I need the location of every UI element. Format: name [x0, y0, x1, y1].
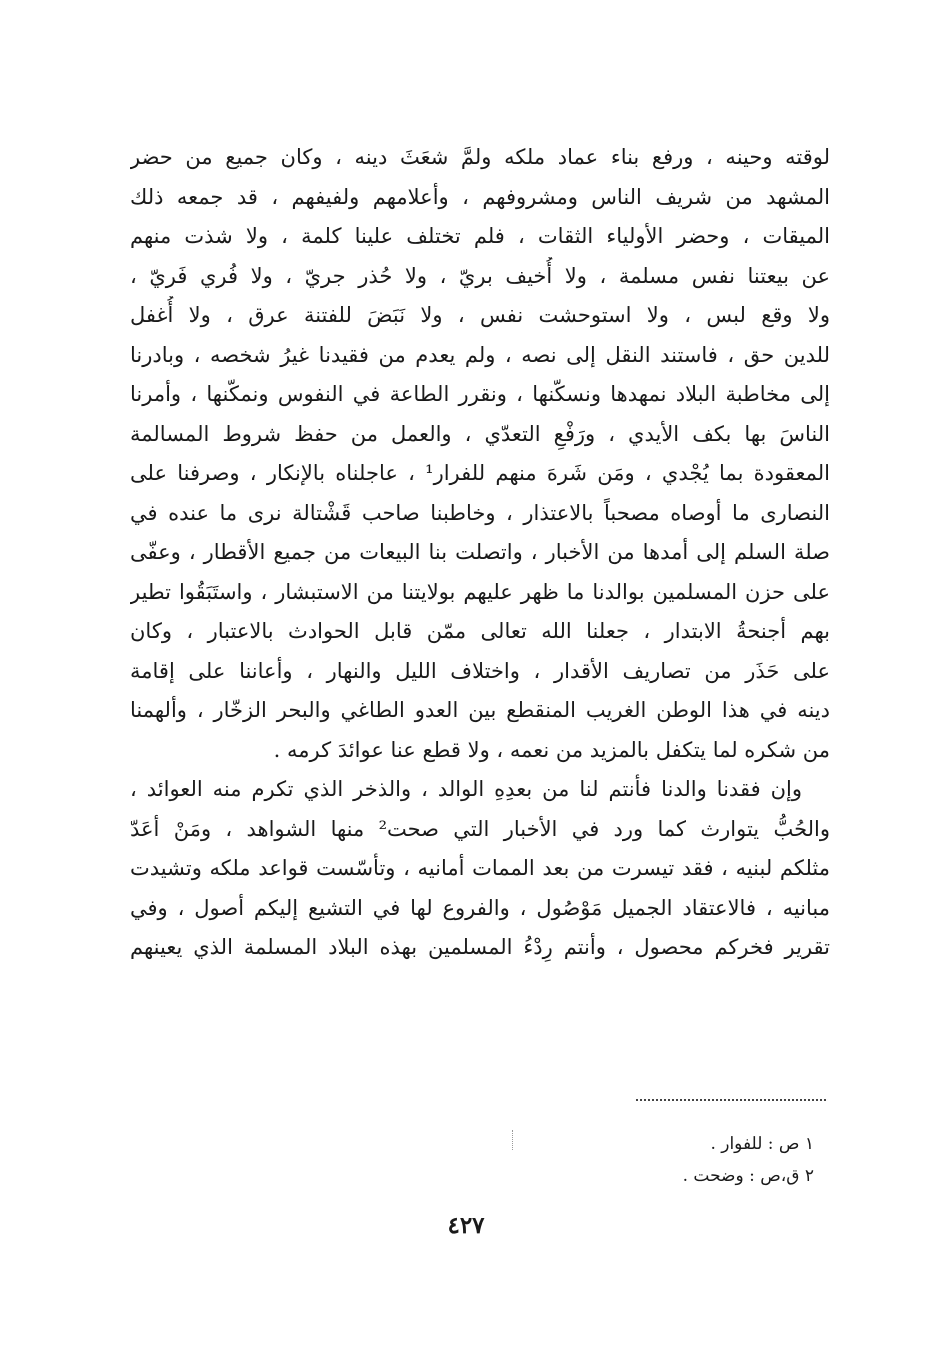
footnotes — [414, 1128, 814, 1192]
text-line: الناسَ بها بكف الأيدي ، ورَفْعِ التعدّي ، والعمل من حفظ شروط المسالمة — [130, 421, 830, 446]
text-line: المعقودة بما يُجْدي ، ومَن شَرهَ منهم للفرار¹ ، عاجلناه بالإنكار ، وصرفنا على — [130, 461, 830, 485]
main-text — [130, 138, 830, 968]
paragraph-start-line: وإن فقدنا والدنا فأنتم لنا من بعدِهِ الوالد ، والذخر الذي تكرم منه العوائد ، — [130, 777, 802, 801]
text-line: النصارى ما أوصاه مصحباً بالاعتذار ، وخاطبنا صاحب قَشْتالة نرى ما عنده في — [130, 500, 830, 525]
text-line: مثلكم لبنيه ، فقد تيسرت من بعد الممات أمانيه ، وتأسّست قواعد ملكه وتشيدت — [130, 856, 830, 880]
footnote-divider — [636, 1099, 826, 1101]
text-line: ولا وقع لبس ، ولا استوحشت نفس ، ولا نَبَضَ للفتنة عرق ، ولا أُغفل — [130, 303, 830, 327]
text-line: دينه في هذا الوطن الغريب المنقطع بين العدو الطاغي والبحر الزخّار ، وألهمنا — [130, 698, 830, 722]
text-line: على حزن المسلمين بوالدنا ما ظهر عليهم بولايتنا من الاستبشار ، واستَبَقُوا تطير — [130, 579, 830, 604]
text-line: إلى مخاطبة البلاد نمهدها ونسكّنها ، ونقرر الطاعة في النفوس ونمكّنها ، وأمرنا — [130, 382, 830, 406]
text-line: عن بيعتنا نفس مسلمة ، ولا أُخيف بريّ ، ولا حُذر جريّ ، ولا فُري فَريّ ، — [130, 263, 830, 288]
text-line: والحُبُّ يتوارث كما ورد في الأخبار التي صحت² منها الشواهد ، ومَنْ أعَدّ — [130, 816, 830, 841]
text-line: لوقته وحينه ، ورفع بناء عماد ملكه ولمَّ شعَثَ دينه ، وكان جميع من حضر — [130, 145, 830, 169]
footnote-1: ١ ص : للفوار . — [710, 1134, 814, 1154]
text-line: للدين حق ، فاستند النقل إلى نصه ، ولم يعدم من فقيدنا غيرُ شخصه ، وبادرنا — [130, 342, 830, 367]
footnote-2: ٢ ق،ص : وضحت . — [682, 1166, 814, 1186]
text-line: تقرير فخركم محصول ، وأنتم رِدْءُ المسلمين بهذه البلاد المسلمة الذي يعينهم — [130, 935, 830, 959]
text-line: صلة السلم إلى أمدها من الأخبار ، واتصلت بنا البيعات من جميع الأقطار ، وعفّى — [130, 540, 830, 564]
text-line: المشهد من شريف الناس ومشروفهم ، وأعلامهم ولفيفهم ، قد جمعه ذلك — [130, 184, 830, 209]
page-number: ٤٢٧ — [447, 1212, 485, 1239]
paragraph-end-line: من شكره لما يتكفل بالمزيد من نعمه ، ولا قطع عنا عوائدَ كرمه . — [273, 737, 830, 762]
text-line: مبانيه ، فالاعتقاد الجميل مَوْصُول ، والفروع لها في التشيع إليكم أصول ، وفي — [130, 895, 830, 920]
text-line: على حَذَر من تصاريف الأقدار ، واختلاف الليل والنهار ، وأعاننا على إقامة — [130, 658, 830, 683]
text-line: الميقات ، وحضر الأولياء الثقات ، فلم تختلف علينا كلمة ، ولا شذت منهم — [130, 224, 830, 248]
text-line: بهم أجنحةُ الابتدار ، جعلنا الله تعالى ممّن قابل الحوادث بالاعتبار ، وكان — [130, 619, 830, 643]
